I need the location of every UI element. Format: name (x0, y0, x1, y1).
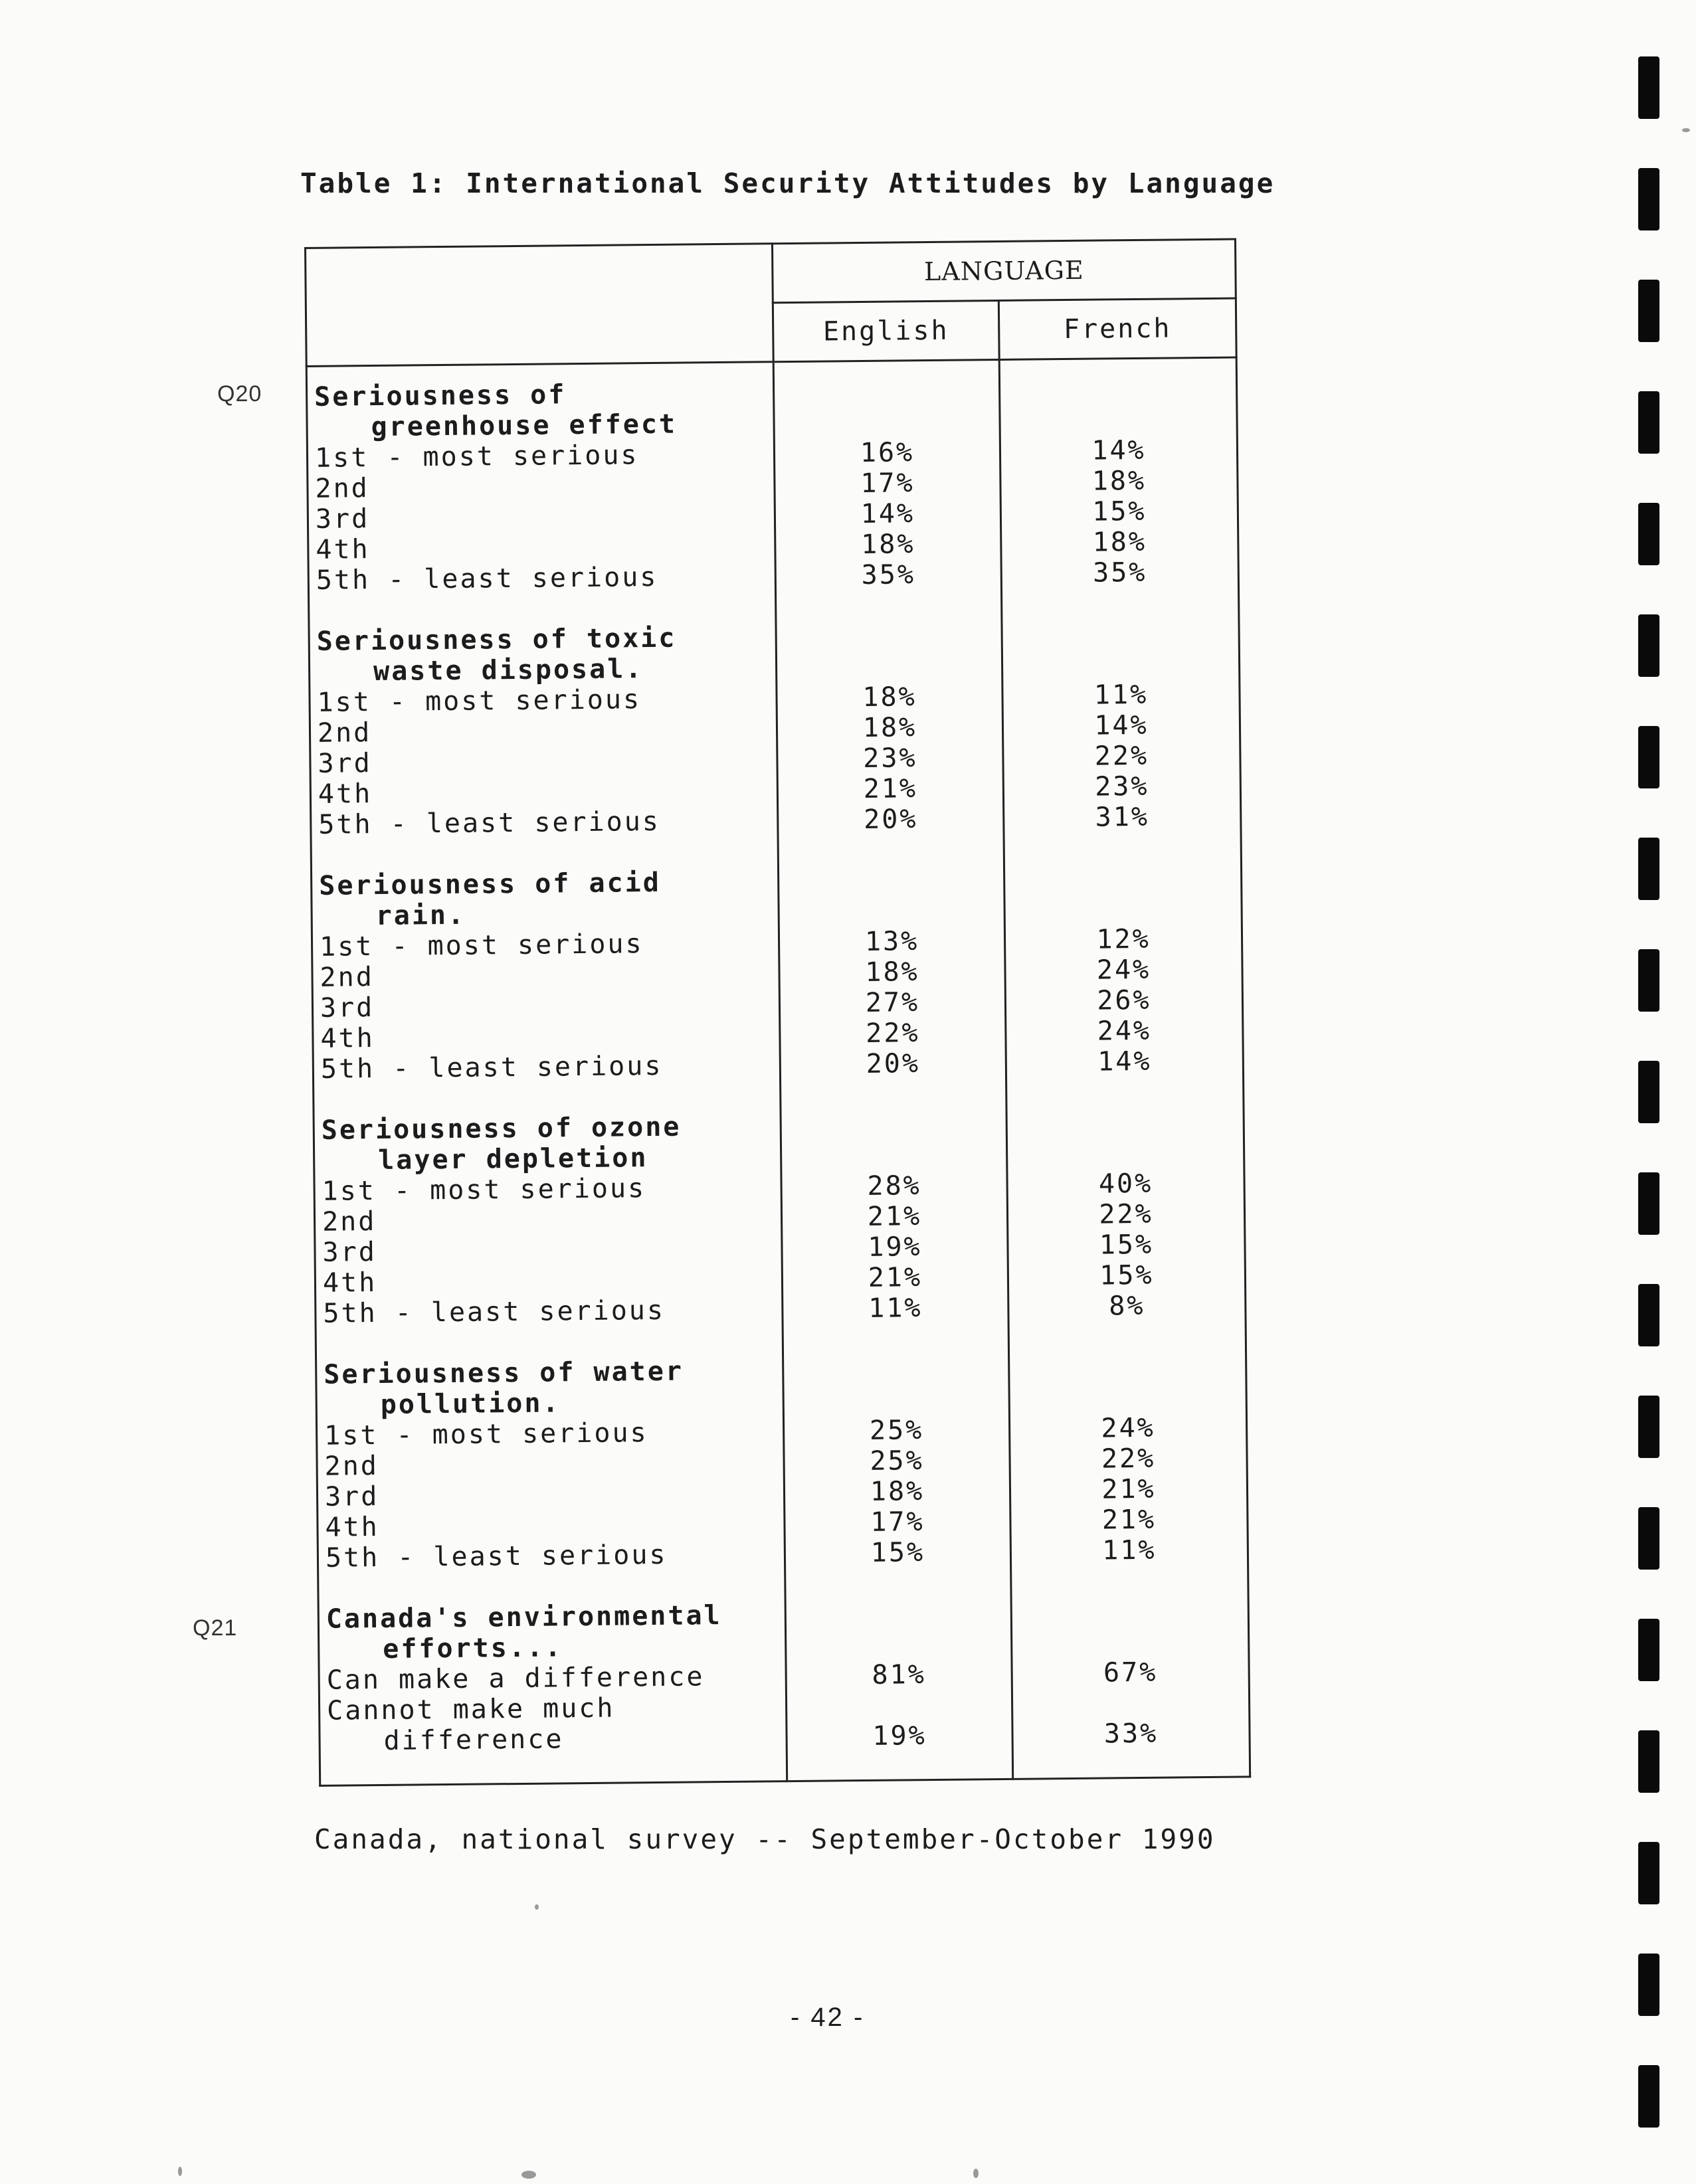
row-label: 3rd (324, 1481, 379, 1512)
spacer (777, 589, 1000, 622)
spacer (777, 620, 1000, 652)
french-value: 14% (1094, 709, 1149, 741)
row-label: 3rd (315, 503, 370, 535)
english-value: 20% (863, 804, 918, 835)
scan-speck (535, 1904, 539, 1910)
spacer (1013, 1686, 1248, 1719)
question-label-q21: Q21 (193, 1615, 238, 1641)
row-label: 2nd (317, 717, 372, 749)
question-label-q20: Q20 (217, 381, 262, 407)
english-value: 35% (861, 559, 916, 591)
french-value: 12% (1096, 923, 1151, 955)
french-value: 14% (1091, 434, 1146, 466)
row-label: Can make a difference (326, 1661, 705, 1696)
french-value: 21% (1101, 1504, 1157, 1536)
section-heading: greenhouse effect (371, 409, 678, 443)
binding-mark (1638, 1954, 1659, 2016)
english-value: 18% (862, 712, 917, 743)
binding-mark (1638, 726, 1659, 788)
binding-mark (1638, 168, 1659, 230)
english-value: 14% (860, 498, 915, 529)
spacer (324, 1324, 782, 1360)
english-value: 13% (864, 926, 919, 957)
spacer (779, 834, 1003, 866)
row-label: 1st - most serious (317, 684, 642, 718)
section-heading: efforts... (383, 1632, 563, 1665)
english-value: 19% (868, 1231, 922, 1263)
english-value: 27% (865, 987, 920, 1018)
section-heading: waste disposal. (373, 654, 644, 687)
row-label: 1st - most serious (324, 1417, 648, 1451)
binding-mark (1638, 1842, 1659, 1904)
binding-mark (1638, 1284, 1659, 1346)
spacer (782, 1139, 1006, 1172)
row-label: 4th (322, 1267, 377, 1299)
binding-mark (1638, 1396, 1659, 1458)
section-heading: Seriousness of water (324, 1356, 684, 1390)
binding-mark (1638, 2065, 1659, 2128)
english-value: 18% (865, 956, 919, 988)
english-value: 23% (863, 743, 917, 774)
spacer (784, 1384, 1008, 1416)
spacer (775, 406, 998, 438)
binding-mark (1638, 56, 1659, 119)
french-value: 8% (1109, 1290, 1145, 1322)
section-heading: Canada's environmental (326, 1600, 722, 1635)
english-value: 20% (866, 1048, 921, 1079)
english-value: 18% (870, 1476, 925, 1507)
spacer (1010, 1350, 1245, 1383)
scan-speck (973, 2169, 979, 2178)
french-value: 18% (1091, 465, 1147, 497)
scan-speck (521, 2171, 536, 2179)
english-value: 21% (863, 773, 918, 804)
english-value: 21% (867, 1201, 922, 1232)
french-value: 24% (1096, 954, 1151, 986)
data-table (304, 238, 1251, 1787)
row-label: 1st - most serious (322, 1173, 646, 1207)
spacer (1008, 1137, 1243, 1169)
binding-mark (1638, 1507, 1659, 1570)
french-value: 18% (1092, 526, 1147, 558)
french-value: 11% (1093, 679, 1149, 711)
english-value: 28% (867, 1170, 921, 1202)
language-header: LANGUAGE (772, 239, 1236, 303)
row-label: 4th (320, 1023, 375, 1054)
spacer (775, 375, 998, 408)
french-value: 24% (1097, 1015, 1152, 1047)
spacer (316, 591, 775, 626)
spacer (779, 895, 1003, 927)
spacer (1000, 373, 1236, 406)
french-value: 67% (1103, 1657, 1158, 1688)
french-value: 35% (1092, 557, 1147, 589)
french-value: 22% (1099, 1198, 1153, 1230)
binding-mark (1638, 1619, 1659, 1681)
binding-mark (1638, 1730, 1659, 1793)
binding-mark (1638, 838, 1659, 900)
spacer (786, 1567, 1010, 1599)
english-value: 81% (872, 1659, 927, 1690)
french-value: 24% (1101, 1412, 1155, 1444)
spacer (1010, 1320, 1245, 1352)
row-label: difference (383, 1724, 564, 1756)
binding-mark (1638, 391, 1659, 454)
row-label: 2nd (324, 1451, 379, 1482)
english-value: 17% (870, 1506, 925, 1538)
section-heading: rain. (375, 899, 466, 932)
spacer (777, 650, 1001, 683)
spacer (1002, 618, 1238, 650)
table-title: Table 1: International Security Attitudes by Language (300, 167, 1275, 199)
spacer (787, 1689, 1011, 1722)
binding-mark (1638, 503, 1659, 565)
spacer (779, 864, 1003, 897)
row-label: 3rd (320, 992, 375, 1024)
binding-mark (1638, 280, 1659, 342)
french-column (999, 357, 1250, 1779)
spacer (1007, 1076, 1242, 1109)
spacer (1012, 1625, 1248, 1658)
spacer (1010, 1381, 1245, 1413)
row-label: 3rd (318, 748, 372, 779)
row-label: 5th - least serious (323, 1295, 666, 1329)
english-value: 16% (860, 437, 915, 468)
english-value: 15% (870, 1537, 925, 1568)
french-value: 40% (1098, 1168, 1153, 1200)
section-heading: layer depletion (377, 1142, 648, 1176)
spacer (784, 1322, 1008, 1355)
binding-marks (1633, 0, 1673, 2184)
french-value: 11% (1102, 1534, 1157, 1566)
column-header-english: English (773, 300, 999, 361)
row-label: 5th - least serious (325, 1539, 668, 1574)
english-value: 11% (868, 1293, 923, 1324)
french-value: 21% (1101, 1473, 1156, 1505)
row-label: 2nd (320, 962, 375, 993)
row-label: 1st - most serious (319, 929, 644, 962)
french-value: 23% (1095, 771, 1149, 802)
spacer (1012, 1595, 1248, 1627)
scan-speck (178, 2167, 182, 2176)
spacer (781, 1078, 1005, 1111)
french-value: 26% (1097, 984, 1151, 1016)
french-value: 31% (1095, 801, 1150, 833)
spacer (782, 1109, 1006, 1141)
french-value: 22% (1094, 740, 1149, 772)
row-label: 2nd (322, 1206, 377, 1237)
spacer (1005, 893, 1240, 925)
section-heading: Seriousness of acid (319, 867, 661, 901)
spacer (784, 1353, 1008, 1386)
binding-mark (1638, 1172, 1659, 1235)
section-heading: Seriousness of (314, 379, 567, 412)
english-value: 18% (862, 682, 917, 713)
row-label: 3rd (322, 1237, 377, 1268)
row-label: 5th - least serious (316, 561, 658, 596)
row-label: 4th (325, 1512, 379, 1543)
column-header-french: French (998, 298, 1236, 359)
spacer (1012, 1564, 1247, 1597)
spacer (787, 1597, 1010, 1630)
row-label: 2nd (315, 473, 369, 504)
french-value: 33% (1103, 1718, 1159, 1750)
french-value: 15% (1099, 1229, 1154, 1261)
spacer (321, 1080, 779, 1115)
binding-mark (1638, 1061, 1659, 1123)
section-heading: pollution. (380, 1388, 561, 1420)
binding-mark (1638, 614, 1659, 677)
row-label: 5th - least serious (318, 806, 661, 840)
english-value: 22% (866, 1018, 920, 1049)
french-value: 15% (1099, 1259, 1154, 1291)
survey-footnote: Canada, national survey -- September-October 1990 (314, 1823, 1216, 1855)
binding-mark (1638, 949, 1659, 1012)
row-label: 5th - least serious (320, 1050, 663, 1085)
row-label: 4th (318, 778, 373, 810)
english-column (773, 359, 1012, 1781)
spacer (1005, 862, 1240, 895)
english-value: 25% (869, 1415, 924, 1446)
row-label: 4th (316, 534, 370, 565)
spacer (1002, 587, 1238, 620)
table-frame (304, 238, 1249, 1787)
english-value: 18% (860, 529, 915, 560)
stub-header (306, 244, 774, 367)
spacer (787, 1628, 1010, 1661)
spacer (326, 1569, 784, 1604)
english-value: 25% (870, 1445, 924, 1477)
french-value: 22% (1101, 1443, 1156, 1475)
stub-column (306, 362, 787, 1786)
english-value: 19% (872, 1720, 927, 1752)
spacer (1003, 648, 1238, 681)
row-label: 1st - most serious (314, 440, 639, 474)
french-value: 14% (1097, 1046, 1152, 1077)
section-heading: Seriousness of toxic (316, 622, 677, 657)
row-label: Cannot make much (326, 1692, 615, 1726)
french-value: 15% (1092, 496, 1147, 527)
english-value: 17% (860, 468, 915, 499)
spacer (1005, 832, 1240, 864)
page-number: - 42 - (791, 2003, 865, 2032)
english-value: 21% (868, 1262, 923, 1293)
section-heading: Seriousness of ozone (321, 1111, 682, 1146)
spacer (319, 836, 777, 871)
scan-speck (1682, 128, 1690, 132)
spacer (1000, 404, 1236, 436)
spacer (1007, 1107, 1242, 1139)
